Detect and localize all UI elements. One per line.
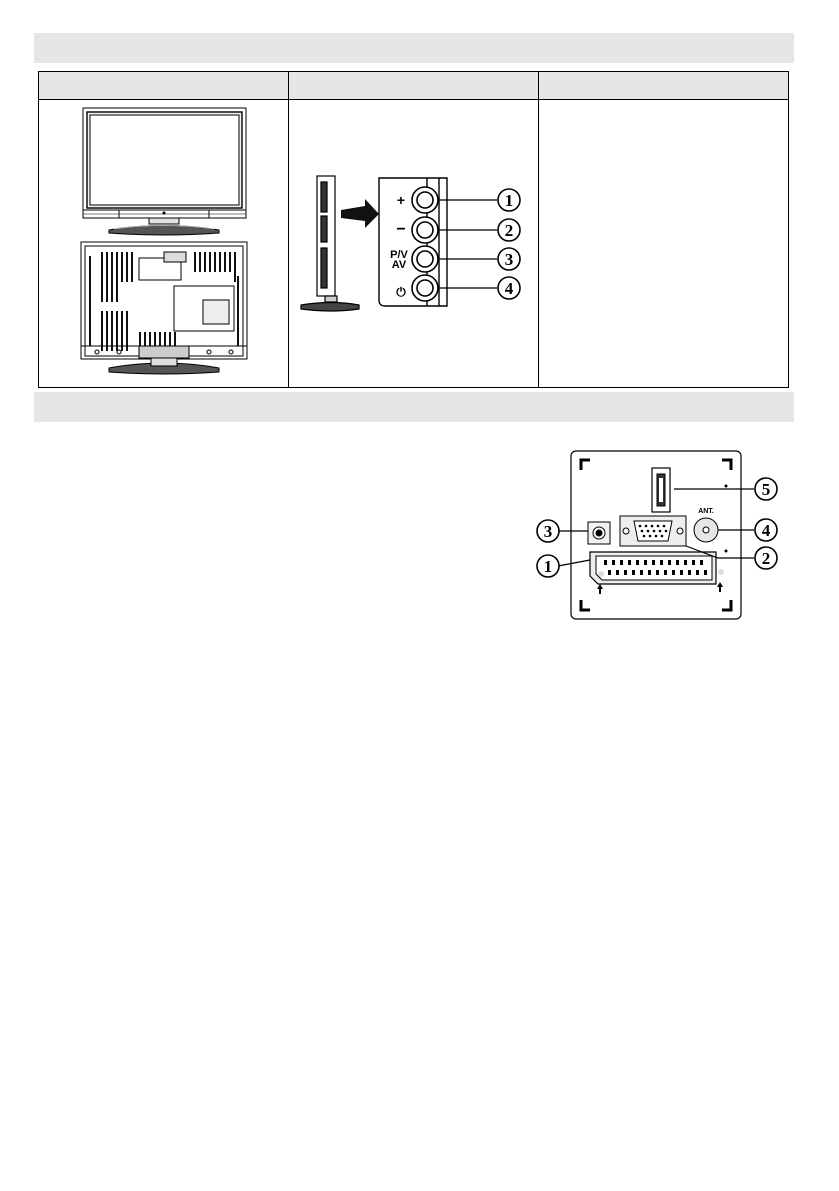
callout-4: 4 — [761, 521, 771, 540]
plus-label: + — [396, 192, 406, 208]
scart-port — [590, 552, 716, 584]
side-buttons-illustration — [297, 172, 532, 322]
callout-2: 2 — [504, 221, 514, 240]
table-header-row — [39, 72, 789, 100]
side-controls-cell — [289, 100, 539, 388]
callout-3: 3 — [543, 522, 553, 541]
power-label: ⏻ — [396, 285, 406, 299]
rear-connections-illustration — [528, 448, 786, 622]
antenna-socket — [694, 518, 718, 542]
pv-label: P/V — [390, 249, 408, 261]
table-header-cell — [39, 72, 289, 100]
callout-5: 5 — [761, 480, 771, 499]
callout-1: 1 — [543, 557, 553, 576]
callout-1: 1 — [504, 191, 514, 210]
arrow-icon — [341, 199, 379, 228]
table-row — [39, 100, 789, 388]
section-header-bar — [34, 392, 794, 422]
av-label: AV — [391, 259, 407, 271]
tv-front-view — [83, 108, 246, 235]
tv-side-profile — [301, 176, 359, 311]
tv-views-cell — [39, 100, 289, 388]
section-header-bar — [34, 33, 794, 63]
callout-4: 4 — [504, 279, 514, 298]
table-header-cell — [539, 72, 789, 100]
minus-label: − — [396, 221, 406, 238]
ant-label: ANT. — [698, 508, 714, 515]
empty-cell — [539, 100, 789, 388]
callout-2: 2 — [761, 549, 771, 568]
table-header-cell — [289, 72, 539, 100]
hdmi-port — [652, 468, 670, 512]
tv-rear-view — [81, 242, 247, 374]
audio-jack — [588, 522, 610, 544]
features-table — [38, 71, 789, 388]
tv-front-rear-illustration — [79, 106, 249, 378]
callout-3: 3 — [504, 250, 514, 269]
